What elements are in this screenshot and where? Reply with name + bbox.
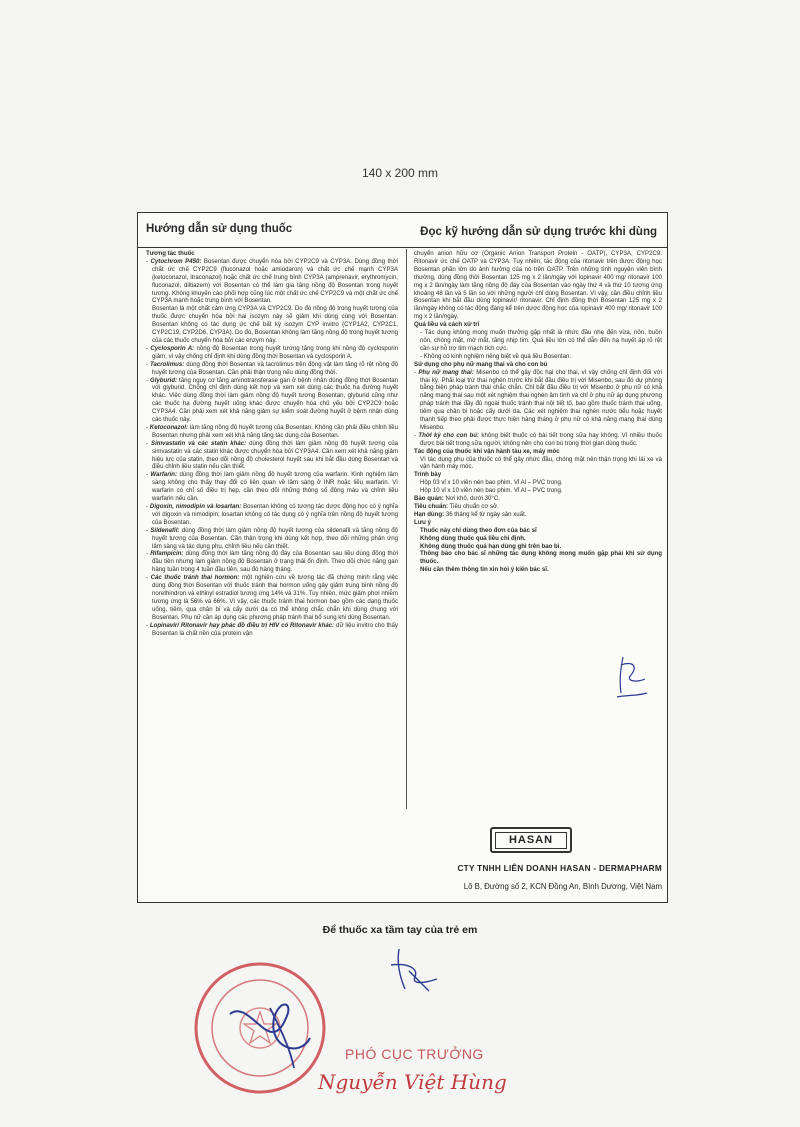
note-3: Không dùng thuốc quá hạn dùng ghi trên bao bì. [420, 542, 562, 550]
interaction-ritonavir: - Lopinavir/ Ritonavir hay phác đồ điều trị HIV có Ritonavir khác: dữ liệu invitro cho thấy Bosentan là chất nền của protein vận [146, 621, 398, 637]
dimension-label: 140 x 200 mm [361, 166, 439, 180]
interaction-cyclosporin: - Cyclosporin A: nồng độ Bosentan trong huyết tương tăng trong khi nồng độ cyclosporin giảm, vì vậy chống chỉ định khi dùng đồng thời Bosentan và cyclosporin A. [146, 344, 398, 360]
interaction-statin: - Simvastatin và các statin khác: dùng đồng thời làm giảm nồng độ huyết tương của simvastatin và các statin khác được chuyển hóa bởi CYP3A4. Cần xem xét khả năng giảm hiệu lực của statin, theo dõi nồng độ cholesterol huyết sau khi bắt đầu dùng Bosentan và điều chỉnh liều statin nếu cần thiết. [146, 439, 398, 471]
hasan-logo: HASAN [490, 827, 572, 853]
interaction-digoxin: - Digoxin, nimodipin và losartan: Bosentan không có tương tác dược động học có ý nghĩa với digoxin và nimodipin; losartan không có tác dụng có ý nghĩa trên nồng độ huyết tương của Bosentan. [146, 503, 398, 526]
driving-text: Vì tác dụng phụ của thuốc có thể gây nhức đầu, chóng mặt nên thận trọng khi lái xe và vận hành máy móc. [420, 455, 662, 471]
note-5: Nếu cần thêm thông tin xin hỏi ý kiến bác sĩ. [420, 566, 549, 574]
note-2: Không dùng thuốc quá liều chỉ định. [420, 534, 526, 542]
section-pregnancy: Sử dụng cho phụ nữ mang thai và cho con bú [414, 360, 548, 368]
header-divider [138, 247, 667, 248]
interaction-ketoconazol: - Ketoconazol: làm tăng nồng độ huyết tương của Bosentan. Không cần phải điều chỉnh liều Bosentan nhưng phải xem xét khả năng tăng tác dụng của Bosentan. [146, 423, 398, 439]
storage: Bảo quản: Nơi khô, dưới 30°C. [414, 495, 500, 503]
overdose-2: - Không có kinh nghiệm riêng biệt về quá liều Bosentan. [420, 352, 572, 360]
expiry: Hạn dùng: 36 tháng kể từ ngày sản xuất. [414, 510, 527, 518]
signatory-title: PHÓ CỤC TRƯỞNG [345, 1046, 484, 1062]
interaction-cyp450: - Cytochrom P450: Bosentan được chuyển hóa bởi CYP2C9 và CYP3A. Dùng đồng thời chất ức chế CYP2C9 (fluconazol hoặc amiodaron) và chất ức chế mạnh CYP3A (ketoconazol, itraconazol) hoặc chất ức chế trung bình CYP3A (amprenavir, erythromycin, fluconazol, diltiazem) với Bosentan có thể làm gia tăng nồng độ Bosentan trong huyết tương. Không khuyến cáo phối hợp cũng lúc một chất ức chế CYP2C9 và một chất ức chế CYP3A mạnh hoặc trung bình với Bosentan. [146, 257, 398, 305]
official-stamp-icon [190, 958, 330, 1098]
leaflet-sheet [137, 212, 668, 903]
pregnancy-text: - Phụ nữ mang thai: Misenbo có thể gây độc hại cho thai, vì vậy chống chỉ định đối với thai kỳ. Phải loại trừ thai nghén trước khi bắt đầu điều trị với Misenbo, sau đó dự phòng bằng biện pháp tránh thai chắc chắn. Chỉ bắt đầu điều trị với Misenbo ở phụ nữ có khả năng mang thai sau một xét nghiệm thai nghén âm tính và chỉ ở phụ nữ áp dụng phương pháp tránh thai đầy đủ ngoài thuốc tránh thai nội tiết tố, bao gồm thuốc tránh thai uống, tiêm qua chân bì hoặc cấy dưới da. Các xét nghiệm thai nghén nước tiểu hoặc huyết thanh tiếp theo phải được thực hiện hàng tháng ở phụ nữ có khả năng mang thai dùng Misenbo. [414, 368, 662, 431]
interaction-glyburid: - Glyburid: tăng nguy cơ tăng aminotransferase gan ở bệnh nhân dùng đồng thời Bosentan với glyburid. Chống chỉ định dùng kết hợp và xem xét dùng các thuốc hạ đường huyết khác. Việc dùng đồng thời làm giảm nồng độ huyết tương Bosentan, glyburid cũng như các thuốc hạ đường huyết uống khác được chuyển hóa chủ yếu bởi CYP2C9 hoặc CYP3A4. Cần phải xem xét khả năng giảm sự kiểm soát đường huyết ở bệnh nhân dùng các thuốc này. [146, 376, 398, 424]
initial-signature-icon [385, 945, 445, 995]
section-note: Lưu ý [414, 518, 431, 526]
packaging-1: Hộp 03 vỉ x 10 viên nén bao phim. Vỉ Al – PVC trong. [420, 479, 563, 487]
section-interactions: Tương tác thuốc [146, 250, 195, 257]
column-divider [406, 249, 407, 809]
interaction-rifampicin: - Rifampicin: dùng đồng thời làm tăng nồng độ đáy của Bosentan sau liều dùng đồng thời đầu tiên nhưng làm giảm nồng độ Bosentan ở trạng thái ổn định. Theo dõi chức năng gan hàng tuần trong 4 tuần đầu tiên, sau đó hàng tháng. [146, 550, 398, 574]
signatory-name: Nguyễn Việt Hùng [318, 1070, 507, 1094]
interaction-tacrolimus: - Tacrolimus: dùng đồng thời Bosentan và tacrolimus trên động vật làm tăng rõ rệt nồng độ huyết tương của Bosentan. Cần phải thận trọng nếu dùng đồng thời. [146, 360, 398, 376]
section-overdose: Quá liều và cách xử trí [414, 321, 480, 329]
section-driving: Tác động của thuốc khi vận hành tàu xe, máy móc [414, 447, 560, 455]
keep-away-warning: Để thuốc xa tầm tay của trẻ em [322, 924, 478, 936]
ritonavir-continued: chuyển anion hữu cơ (Organic Anion Transport Protein - OATP), CYP3A, CYP2C9. Ritonavir ức chế OATP và CYP3A. Tuy nhiên, tác động của ritonavir trên được động học Bosentan phần lớn do ảnh hưởng của nó trên OATP. Trên những tình nguyện viên bình thường, dùng đồng thời Bosentan 125 mg x 2 lần/ngày với lopinavir 400 mg/ ritonavir 100 mg x 2 lần/ngày làm tăng nồng độ đáy của Bosentan vào ngày thứ 4 và thứ 10 tương ứng khoảng 48 lần và 5 lần so với những người chỉ dùng Bosentan. Vì vậy, cần điều chỉnh liều Bosentan khi bắt đầu dùng lopinavir/ ritonavir. Chỉ định đồng thời Bosentan 125 mg x 2 lần/ngày không có tác động đáng kể trên dược động học của lopinavir 400 mg/ ritonavir 100 mg x 2 lần/ngày. [414, 250, 662, 321]
handwritten-signature-icon [615, 653, 649, 701]
right-column [414, 250, 662, 574]
leaflet-header-left: Hướng dẫn sử dụng thuốc [146, 223, 293, 235]
note-4: Thông báo cho bác sĩ những tác dụng không mong muốn gặp phải khi sử dụng thuốc. [420, 550, 662, 566]
section-packaging: Trình bày [414, 471, 442, 479]
standard: Tiêu chuẩn: Tiêu chuẩn cơ sở. [414, 503, 499, 510]
overdose-1: - Tác dụng không mong muốn thường gặp nhất là nhức đầu nhẹ đến vừa, nôn, buồn nôn, chóng mặt, mờ mắt, tăng nhịp tim. Quá liều lớn có thể dẫn đến hạ huyết áp rõ rệt cần sự hỗ trợ tim mạch tích cực. [420, 329, 662, 352]
lactation-text: - Thời kỳ cho con bú: không biết thuốc có bài tiết trong sữa hay không. Vì nhiều thuốc được bài tiết trong sữa người, không nên cho con bú trong thời gian dùng thuốc. [414, 431, 662, 447]
packaging-2: Hộp 10 vỉ x 10 viên nén bao phim. Vỉ Al – PVC trong. [420, 487, 563, 495]
company-address: Lô B, Đường số 2, KCN Đồng An, Bình Dương, Việt Nam [463, 882, 662, 891]
interaction-cyp450-b: Bosentan là một chất cảm ứng CYP3A và CYP2C9. Do đó nồng độ trong huyết tương của thuốc được chuyển hóa bởi hai isozym này sẽ giảm khi dùng cùng với Bosentan. Bosentan không có tác dụng ức chế bất kỳ isozym CYP invitro (CYP1A2, CYP2C1, CYP2C19, CYP2D6, CYP3A). Do đó, Bosentan không làm tăng nồng độ trong huyết tương của các thuốc chuyển hóa bởi các enzym này. [152, 305, 398, 344]
note-1: Thuốc này chỉ dùng theo đơn của bác sĩ [420, 526, 537, 534]
company-name: CTY TNHH LIÊN DOANH HASAN - DERMAPHARM [457, 864, 662, 873]
interaction-sildenafil: - Sildenafil: dùng đồng thời làm giảm nồng độ huyết tương của sildenafil và tăng nồng độ huyết tương của Bosentan. Cần thận trọng khi dùng kết hợp, theo dõi những phản ứng lâm sàng và tác dụng phụ, chỉnh liều nếu cần thiết. [146, 526, 398, 550]
interaction-warfarin: - Warfarin: dùng đồng thời làm giảm nồng độ huyết tương của warfarin. Kinh nghiệm lâm sàng không cho thấy thay đổi có liên quan về lâm sàng ở INR hoặc liều warfarin. Vì warfarin có chỉ số điều trị hẹp, cần theo dõi những thông số đông máu và chỉnh liều warfarin nếu cần. [146, 471, 398, 503]
leaflet-header-right: Đọc kỹ hướng dẫn sử dụng trước khi dùng [420, 226, 657, 238]
interaction-contraceptives: - Các thuốc tránh thai hormon: một nghiên cứu về tương tác đã chứng minh rằng việc dùng đồng thời Bosentan với thuốc tránh thai hormon uống gây giảm trung bình nồng độ norethindron và ethinyl estradiol tương ứng 14% và 31%. Tuy nhiên, mức giảm phơi nhiễm tương ứng là 56% và 66%. Vì vậy, các thuốc tránh thai hormon bao gồm các dạng thuốc uống, tiêm, qua chân bì và cấy dưới da có thể không chắc chắn khi dùng chung với Bosentan. Phụ nữ cần áp dụng các phương pháp tránh thai bổ sung khi dùng Bosentan. [146, 574, 398, 621]
left-column [146, 250, 398, 637]
